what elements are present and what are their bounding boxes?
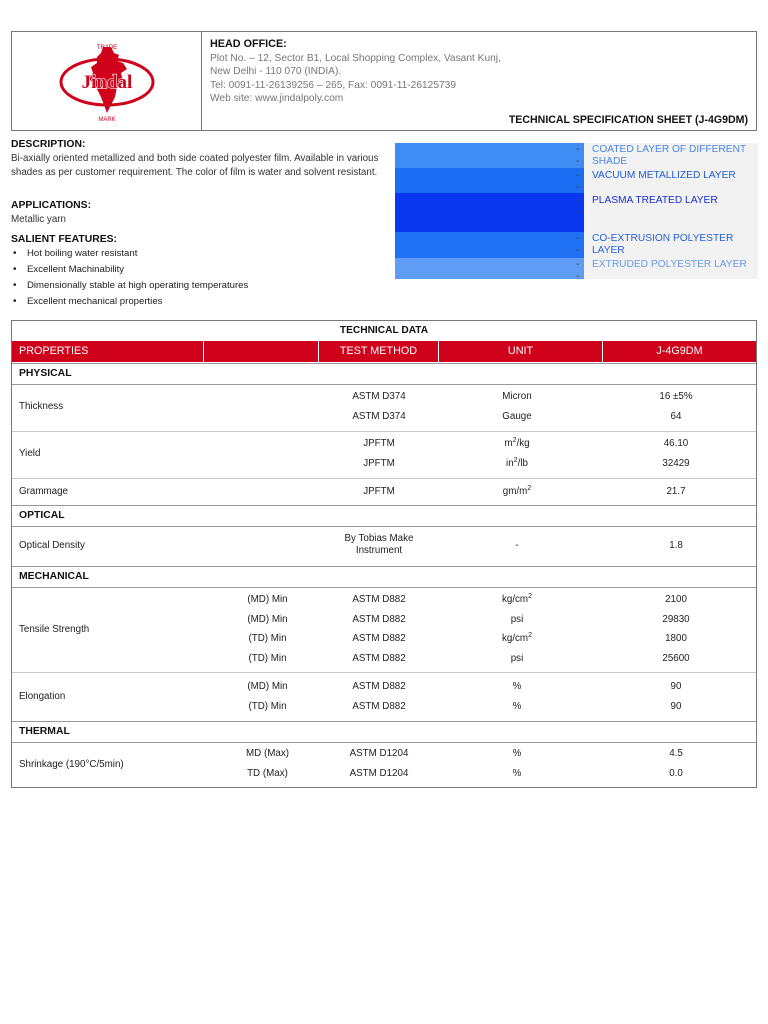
layer-dash: --	[576, 195, 580, 218]
table-cell: ASTM D882	[352, 681, 406, 692]
header-blank	[204, 341, 319, 362]
technical-data-table	[11, 320, 757, 788]
table-cell: ASTM D374	[352, 411, 406, 422]
layer-label-text: PLASMA TREATED LAYER	[592, 195, 718, 206]
table-cell: Gauge	[502, 411, 532, 422]
layer-coated	[395, 143, 584, 168]
unit-base: in	[506, 458, 514, 469]
table-cell-unit	[452, 458, 582, 469]
row-divider	[12, 431, 756, 432]
category-thermal: THERMAL	[12, 721, 756, 743]
prop-shrinkage: Shrinkage (190°C/5min)	[19, 759, 124, 770]
prop-optical-density: Optical Density	[19, 540, 85, 551]
unit-sup: 2	[512, 437, 517, 444]
features-list	[13, 247, 248, 311]
prop-thickness: Thickness	[19, 401, 64, 412]
table-cell: 90	[670, 701, 682, 712]
table-cell: ASTM D1204	[349, 768, 409, 779]
head-office-label: HEAD OFFICE:	[210, 38, 287, 50]
logo-mark-text: MARK	[98, 117, 116, 123]
category-mechanical: MECHANICAL	[12, 566, 756, 588]
table-cell: (TD) Min	[248, 701, 287, 712]
description-heading: DESCRIPTION:	[11, 139, 86, 150]
table-cell: (MD) Min	[247, 614, 288, 625]
header-unit: UNIT	[439, 341, 603, 362]
layer-extruded	[395, 258, 584, 279]
prop-elongation: Elongation	[19, 691, 66, 702]
header-test-method: TEST METHOD	[319, 341, 439, 362]
table-cell: (TD) Min	[248, 653, 287, 664]
table-cell: %	[512, 768, 522, 779]
unit-base: gm/m	[502, 486, 528, 497]
unit-base: m	[504, 438, 513, 449]
film-layer-diagram	[395, 143, 584, 279]
table-cell: Micron	[502, 391, 532, 402]
layer-dash: --	[576, 259, 580, 282]
layer-label-text: EXTRUDED POLYESTER LAYER	[592, 259, 747, 270]
table-cell: ASTM D882	[352, 653, 406, 664]
layer-label-text: COATED LAYER OF DIFFERENT SHADE	[592, 144, 746, 167]
table-cell: ASTM D882	[352, 594, 406, 605]
table-cell: psi	[510, 614, 524, 625]
table-cell: 32429	[662, 458, 690, 469]
address-line-2: New Delhi - 110 070 (INDIA).	[210, 66, 342, 78]
table-cell: JPFTM	[363, 486, 395, 497]
table-cell: JPFTM	[363, 438, 395, 449]
table-cell: 1800	[665, 633, 687, 644]
spec-sheet-title: TECHNICAL SPECIFICATION SHEET (J-4G9DM)	[508, 114, 748, 126]
head-office-block	[210, 38, 750, 106]
phone-fax: Tel: 0091-11-26139256 – 265, Fax: 0091-11-26125739	[210, 79, 457, 91]
list-item: • Dimensionally stable at high operating temperatures	[13, 279, 248, 295]
table-cell-unit	[452, 633, 582, 644]
prop-grammage: Grammage	[19, 486, 68, 497]
unit-base: kg/cm	[501, 633, 529, 644]
table-cell: ASTM D882	[352, 701, 406, 712]
header-grade: J-4G9DM	[603, 341, 756, 362]
layer-dash: --	[576, 233, 580, 256]
table-cell: ASTM D882	[352, 614, 406, 625]
row-divider	[12, 478, 756, 479]
list-item: • Excellent Machinability	[13, 263, 248, 279]
address-line-1: Plot No. – 12, Sector B1, Local Shopping Complex, Vasant Kunj,	[210, 52, 501, 64]
unit-rest: /kg	[516, 438, 530, 449]
table-cell: %	[512, 701, 522, 712]
table-cell: ASTM D374	[352, 391, 406, 402]
layer-label-text: VACUUM METALLIZED LAYER	[592, 170, 736, 181]
table-cell: 4.5	[669, 748, 683, 759]
description-text: Bi-axially oriented metallized and both side coated polyester film. Available in various shades as per customer requirement. The color of film is water and solvent resistant.	[11, 153, 379, 178]
table-cell-unit	[452, 594, 582, 605]
table-cell: (TD) Min	[248, 633, 287, 644]
table-cell: -	[515, 540, 519, 551]
category-physical: PHYSICAL	[12, 363, 756, 385]
table-cell: TD (Max)	[247, 768, 288, 779]
table-cell: 0.0	[669, 768, 683, 779]
table-title: TECHNICAL DATA	[339, 325, 429, 336]
row-divider	[12, 672, 756, 673]
layer-plasma	[395, 193, 584, 232]
table-cell: (MD) Min	[247, 594, 288, 605]
unit-base: kg/cm	[501, 594, 529, 605]
table-cell: MD (Max)	[246, 748, 289, 759]
table-cell: JPFTM	[363, 458, 395, 469]
header-properties: PROPERTIES	[12, 341, 204, 362]
table-cell: 90	[670, 681, 682, 692]
unit-rest: /lb	[517, 458, 528, 469]
table-cell: By Tobias Make	[344, 533, 414, 544]
layer-coextrusion	[395, 232, 584, 258]
table-cell: 2100	[665, 594, 687, 605]
prop-tensile-strength: Tensile Strength	[19, 624, 90, 635]
list-item: • Hot boiling water resistant	[13, 247, 248, 263]
table-cell: 16 ±5%	[659, 391, 693, 402]
website: Web site: www.jindalpoly.com	[210, 93, 344, 105]
logo-brand-text: Jindal	[81, 72, 133, 93]
unit-sup: 2	[527, 485, 532, 492]
category-optical: OPTICAL	[12, 505, 756, 527]
unit-sup: 2	[528, 632, 533, 639]
table-cell: 21.7	[666, 486, 686, 497]
table-cell: 46.10	[663, 438, 689, 449]
list-item: • Excellent mechanical properties	[13, 295, 248, 311]
layer-label-text: CO-EXTRUSION POLYESTER LAYER	[592, 233, 734, 256]
table-cell: 64	[670, 411, 682, 422]
spec-sheet-bar	[11, 111, 757, 131]
table-cell: %	[512, 681, 522, 692]
table-cell-unit	[452, 438, 582, 449]
table-cell: psi	[510, 653, 524, 664]
table-cell: %	[512, 748, 522, 759]
unit-sup: 2	[528, 593, 533, 600]
logo-trade-text: TRADE	[96, 45, 118, 51]
table-cell: ASTM D882	[352, 633, 406, 644]
table-cell: ASTM D1204	[349, 748, 409, 759]
table-cell: 29830	[662, 614, 690, 625]
unit-sup: 2	[513, 457, 518, 464]
prop-yield: Yield	[19, 448, 41, 459]
applications-heading: APPLICATIONS:	[11, 200, 92, 211]
table-cell: 1.8	[669, 540, 683, 551]
features-heading: SALIENT FEATURES:	[11, 234, 118, 245]
layer-metallized	[395, 168, 584, 193]
layer-dash: --	[576, 170, 580, 193]
table-cell: (MD) Min	[247, 681, 288, 692]
table-cell: 25600	[662, 653, 690, 664]
layer-dash: --	[576, 144, 580, 167]
applications-text: Metallic yarn	[11, 214, 66, 225]
table-cell-unit	[452, 486, 582, 497]
table-cell: Instrument	[355, 545, 403, 556]
